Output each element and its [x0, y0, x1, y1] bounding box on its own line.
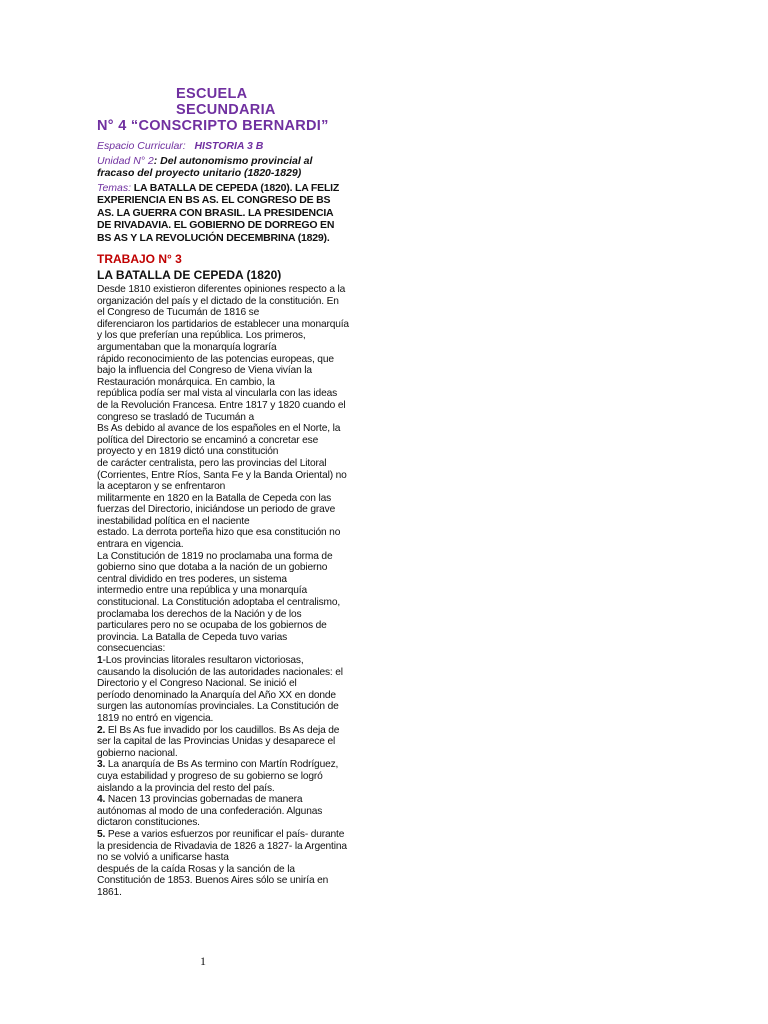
paragraph: Bs As debido al avance de los españoles en el Norte, la política del Directorio se encaminó a concretar ese proyecto y en 1819 dictó una constitución [97, 423, 341, 458]
consequence-item [97, 690, 349, 725]
paragraph: república podía ser mal vista al vincularla con las ideas de la Revolución Francesa. Entre 1817 y 1820 cuando el congreso se trasladó de Tucumán a [97, 388, 346, 423]
consequence-number: 5. [97, 828, 106, 840]
consequence-item [97, 864, 349, 899]
unidad-label: Unidad N° 2 [97, 154, 154, 167]
unidad [97, 155, 349, 180]
consequence-text: Pese a varios esfuerzos por reunificar el país- durante la presidencia de Rivadavia de 1826 a 1827- la Argentina no se volvió a unificarse hasta [97, 828, 347, 864]
temas [97, 182, 349, 245]
paragraph: estado. La derrota porteña hizo que esa constitución no entrara en vigencia. [97, 527, 341, 551]
school-name-line1: ESCUELA SECUNDARIA [176, 86, 276, 118]
body-text [97, 284, 349, 898]
consequence-number: 3. [97, 759, 106, 771]
consequence-item [97, 794, 349, 829]
consequence-text: período denominado la Anarquía del Año XX en donde surgen las autonomías provinciales. La Constitución de 1819 no entró en vigencia. [97, 689, 339, 724]
school-name [97, 86, 349, 134]
paragraph: diferenciaron los partidarios de establecer una monarquía y los que preferían una república. Los primeros, argumentaban que la monarquía lograría [97, 318, 349, 353]
paragraph: de carácter centralista, pero las provincias del Litoral (Corrientes, Entre Ríos, Santa Fe y la Banda Oriental) no la aceptaron y se enfrentaron [97, 457, 347, 493]
espacio-label: Espacio Curricular: [97, 140, 186, 152]
temas-label: Temas: [97, 181, 132, 194]
consequence-number: 1 [97, 655, 103, 666]
espacio-curricular [97, 140, 349, 153]
page-number: 1 [200, 954, 206, 968]
paragraph: intermedio entre una república y una monarquía constitucional. La Constitución adoptaba el centralismo, proclamaba los derechos de la Nación y de los [97, 585, 341, 620]
consequence-text: La anarquía de Bs As termino con Martín Rodríguez, cuya estabilidad y progreso de su gobierno se logró aislando a la provincia del resto del país. [97, 759, 339, 794]
consequence-text: -Los provincias litorales resultaron victoriosas, causando la disolución de las autoridades nacionales: el Directorio y el Congreso Nacional. Se inició el [97, 655, 343, 690]
document-page [97, 86, 349, 898]
consequence-text: Nacen 13 provincias gobernadas de manera autónomas al modo de una confederación. Algunas dictaron constituciones. [97, 794, 323, 829]
espacio-value: HISTORIA 3 B [194, 140, 264, 152]
section-heading: LA BATALLA DE CEPEDA (1820) [97, 268, 282, 282]
consequence-number: 4. [97, 794, 106, 806]
paragraph: Desde 1810 existieron diferentes opiniones respecto a la organización del país y el dictado de la constitución. En el Congreso de Tucumán de 1816 se [97, 284, 346, 319]
paragraph: rápido reconocimiento de las potencias europeas, que bajo la influencia del Congreso de Viena vivían la Restauración monárquica. En cambio, la [97, 353, 334, 388]
unidad-text: : Del autonomismo provincial al fracaso del proyecto unitario (1820-1829) [97, 154, 313, 179]
consequence-text: El Bs As fue invadido por los caudillos. Bs As deja de ser la capital de las Provincias Unidas y desaparece el gobierno nacional. [97, 724, 340, 759]
paragraph: particulares pero no se ocupaba de los gobiernos de provincia. La Batalla de Cepeda tuvo varias consecuencias: [97, 620, 327, 655]
consequence-item [97, 655, 349, 690]
temas-text: LA BATALLA DE CEPEDA (1820). LA FELIZ EXPERIENCIA EN BS AS. EL CONGRESO DE BS AS. LA GUERRA CON BRASIL. LA PRESIDENCIA DE RIVADAVIA. EL GOBIERNO DE DORREGO EN BS AS Y LA REVOLUCIÓN DECEMBRINA (1829). [97, 181, 340, 244]
paragraph: militarmente en 1820 en la Batalla de Cepeda con las fuerzas del Directorio, iniciándose un periodo de grave inestabilidad política en el naciente [97, 492, 336, 527]
consequence-item [97, 829, 349, 864]
trabajo-title: TRABAJO N° 3 [97, 252, 182, 266]
school-name-line2: N° 4 “CONSCRIPTO BERNARDI” [97, 118, 329, 134]
consequence-item [97, 759, 349, 794]
consequence-number: 2. [97, 724, 106, 736]
consequence-text: después de la caída Rosas y la sanción de la Constitución de 1853. Buenos Aires sólo se uniría en 1861. [97, 863, 329, 898]
course-info [97, 140, 349, 244]
consequence-item [97, 725, 349, 760]
paragraph: La Constitución de 1819 no proclamaba una forma de gobierno sino que dotaba a la nación de un gobierno central dividido en tres poderes, un sistema [97, 550, 333, 585]
